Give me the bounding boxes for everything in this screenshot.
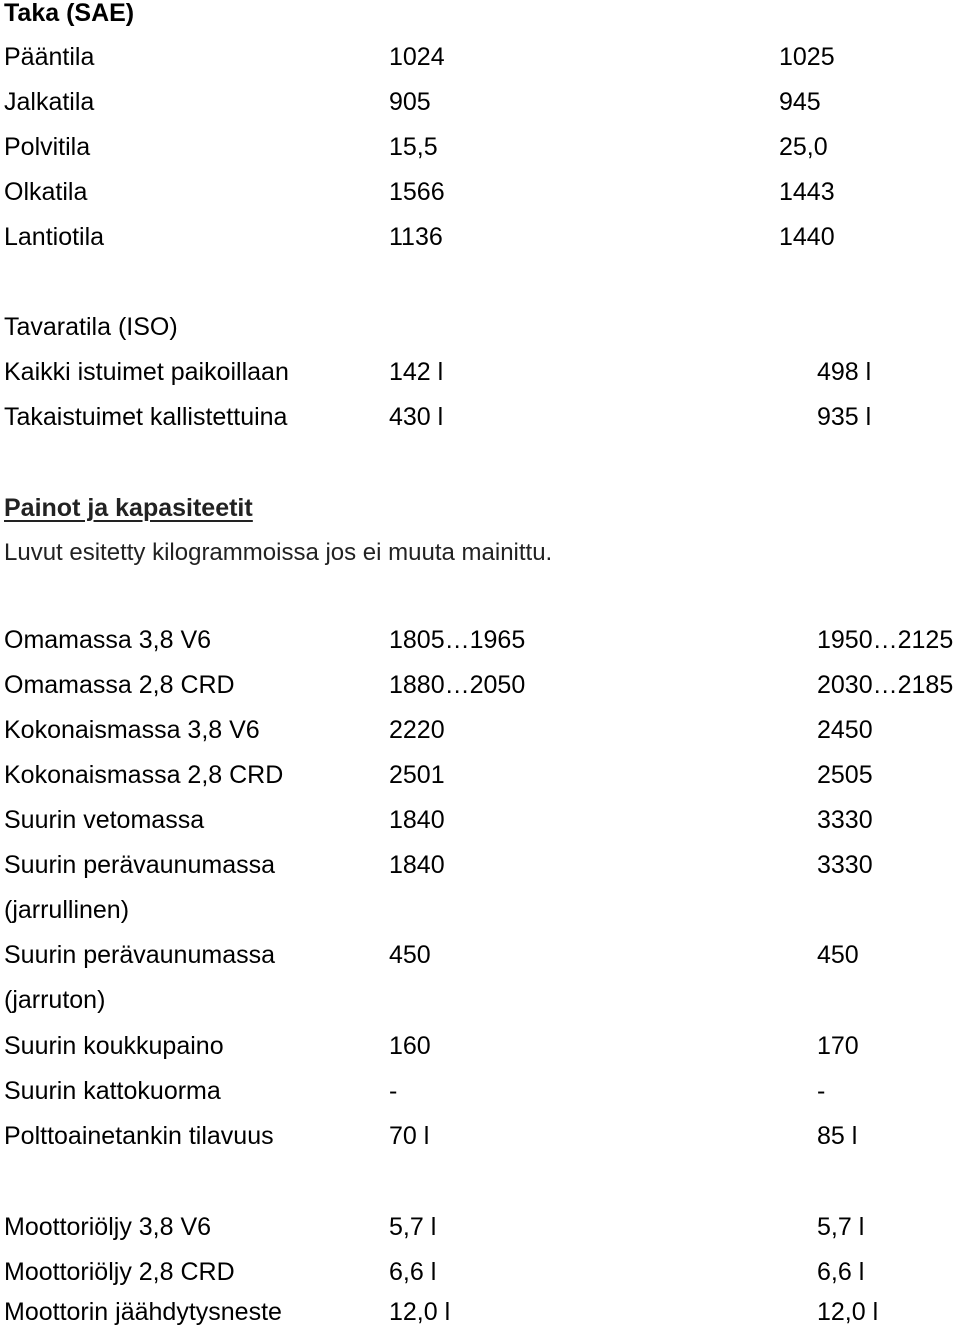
row-value-2: 450 <box>817 941 859 969</box>
row-value-1: 1840 <box>389 851 445 879</box>
row-value-1: 1566 <box>389 178 445 206</box>
row-label: Moottorin jäähdytysneste <box>4 1298 282 1326</box>
row-value-2: 170 <box>817 1032 859 1060</box>
row-value-1: 6,6 l <box>389 1258 437 1286</box>
row-value-2: 945 <box>779 88 821 116</box>
row-value-1: 430 l <box>389 403 444 431</box>
row-value-1: - <box>389 1077 398 1105</box>
table-row <box>0 708 960 753</box>
row-value-2: 2505 <box>817 761 873 789</box>
table-row-continuation <box>0 888 960 933</box>
table-row <box>0 395 960 440</box>
row-value-2: 85 l <box>817 1122 858 1150</box>
row-value-2: 498 l <box>817 358 872 386</box>
row-label: Kokonaismassa 2,8 CRD <box>4 761 284 789</box>
row-label: Moottoriöljy 3,8 V6 <box>4 1213 212 1241</box>
row-label: Jalkatila <box>4 88 95 116</box>
section-note <box>0 530 960 575</box>
table-row <box>0 618 960 663</box>
table-row <box>0 1024 960 1069</box>
table-row <box>0 80 960 125</box>
table-row <box>0 843 960 888</box>
row-label: Polttoainetankin tilavuus <box>4 1122 274 1150</box>
table-row <box>0 1250 960 1295</box>
table-row <box>0 753 960 798</box>
row-label: Kokonaismassa 3,8 V6 <box>4 716 260 744</box>
section-title-rear <box>0 0 960 36</box>
row-value-1: 12,0 l <box>389 1298 451 1326</box>
section-title-cargo <box>0 305 960 350</box>
row-value-2: - <box>817 1077 826 1105</box>
table-row <box>0 1290 960 1335</box>
table-row <box>0 933 960 978</box>
table-row <box>0 1069 960 1114</box>
table-row <box>0 798 960 843</box>
row-label: Suurin vetomassa <box>4 806 205 834</box>
row-value-1: 1024 <box>389 43 445 71</box>
row-value-2: 2030…2185 <box>817 671 954 699</box>
row-value-1: 450 <box>389 941 431 969</box>
row-value-1: 1880…2050 <box>389 671 526 699</box>
row-value-1: 2501 <box>389 761 445 789</box>
row-label: Takaistuimet kallistettuina <box>4 403 288 431</box>
row-label: Pääntila <box>4 43 95 71</box>
row-value-2: 1950…2125 <box>817 626 954 654</box>
table-row <box>0 663 960 708</box>
row-label: Olkatila <box>4 178 88 206</box>
row-value-1: 142 l <box>389 358 444 386</box>
section-title-weights <box>0 486 960 531</box>
row-label: Moottoriöljy 2,8 CRD <box>4 1258 235 1286</box>
row-value-2: 1440 <box>779 223 835 251</box>
table-row <box>0 1205 960 1250</box>
row-value-1: 905 <box>389 88 431 116</box>
row-value-1: 15,5 <box>389 133 438 161</box>
row-value-1: 5,7 l <box>389 1213 437 1241</box>
row-value-1: 70 l <box>389 1122 430 1150</box>
row-value-2: 2450 <box>817 716 873 744</box>
row-value-1: 1840 <box>389 806 445 834</box>
row-value-2: 1443 <box>779 178 835 206</box>
row-value-2: 6,6 l <box>817 1258 865 1286</box>
note-text: Luvut esitetty kilogrammoissa jos ei muuta mainittu. <box>4 539 553 566</box>
row-label: Lantiotila <box>4 223 105 251</box>
row-label: Omamassa 2,8 CRD <box>4 671 235 699</box>
row-label: Suurin kattokuorma <box>4 1077 221 1105</box>
row-label: Suurin perävaunumassa <box>4 941 275 969</box>
section-title-text: Painot ja kapasiteetit <box>4 494 253 522</box>
table-row <box>0 125 960 170</box>
row-label-continuation: (jarruton) <box>4 986 106 1014</box>
section-title-text: Tavaratila (ISO) <box>4 313 178 341</box>
row-value-1: 1136 <box>389 223 443 251</box>
table-row <box>0 35 960 80</box>
row-value-2: 3330 <box>817 851 873 879</box>
row-label-continuation: (jarrullinen) <box>4 896 130 924</box>
table-row-continuation <box>0 978 960 1023</box>
table-row <box>0 1114 960 1159</box>
row-value-2: 935 l <box>817 403 872 431</box>
table-row <box>0 215 960 260</box>
row-label: Polvitila <box>4 133 91 161</box>
row-value-1: 1805…1965 <box>389 626 526 654</box>
row-label: Kaikki istuimet paikoillaan <box>4 358 289 386</box>
row-value-1: 160 <box>389 1032 431 1060</box>
row-value-2: 5,7 l <box>817 1213 865 1241</box>
row-value-1: 2220 <box>389 716 445 744</box>
row-value-2: 1025 <box>779 43 835 71</box>
row-value-2: 25,0 <box>779 133 828 161</box>
row-label: Suurin perävaunumassa <box>4 851 275 879</box>
row-value-2: 3330 <box>817 806 873 834</box>
row-label: Suurin koukkupaino <box>4 1032 224 1060</box>
row-value-2: 12,0 l <box>817 1298 879 1326</box>
table-row <box>0 170 960 215</box>
section-title-text: Taka (SAE) <box>4 0 135 27</box>
table-row <box>0 350 960 395</box>
row-label: Omamassa 3,8 V6 <box>4 626 212 654</box>
